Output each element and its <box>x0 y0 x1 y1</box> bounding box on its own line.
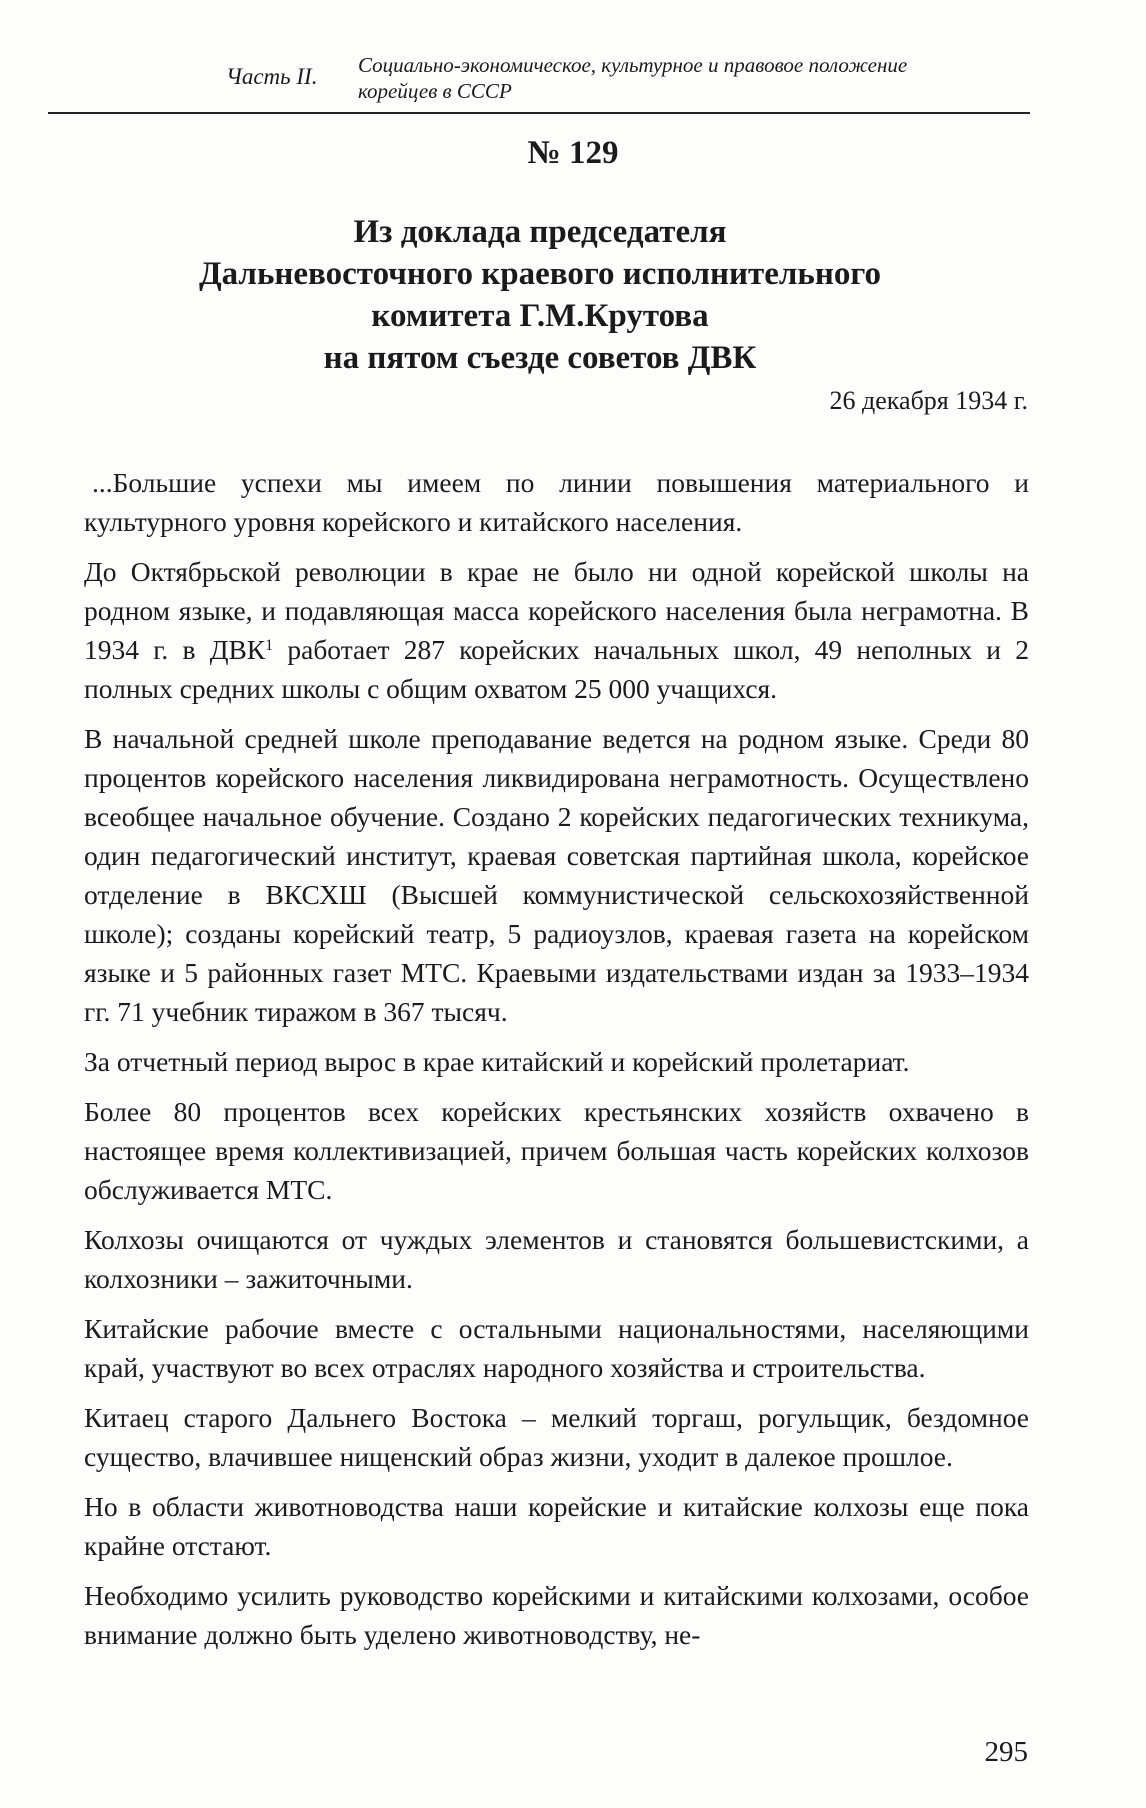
document-title-line: Дальневосточного краевого исполнительного <box>198 256 882 292</box>
paragraph: ...Большие успехи мы имеем по линии повышения материального и культурного уровня корейского и китайского населения. <box>84 467 1029 537</box>
running-head-title <box>358 52 1078 104</box>
paragraph: За отчетный период вырос в крае китайский и корейский пролетариат. <box>84 1046 910 1077</box>
document-title-line: на пятом съезде советов ДВК <box>323 340 757 376</box>
paragraph: В начальной средней школе преподавание ведется на родном языке. Среди 80 процентов корейского населения ликвидирована неграмотность. Осуществлено всеобщее начальное обучение. Создано 2 корейских педагогических техникума, один педагогический институт, краевая советская партийная школа, корейское отделение в ВКСХШ (Высшей коммунистической сельскохозяйственной школе); созданы корейский театр, 5 радиоузлов, краевая газета на корейском языке и 5 районных газет МТС. Краевыми издательствами издан за 1933–1934 гг. 71 учебник тиражом в 367 тысяч. <box>84 723 1029 1027</box>
paragraph-text: работает 287 корейских начальных школ, 49 неполных и 2 полных средних школы с общим охватом 25 000 учащихся. <box>84 634 1029 704</box>
paragraph: Но в области животноводства наши корейские и китайские колхозы еще пока крайне отстают. <box>84 1491 1029 1561</box>
document-title <box>120 211 960 379</box>
document-body <box>84 463 1029 1665</box>
paragraph-text: До Октябрьской революции в крае не было ни одной корейской школы на родном языке, и подавляющая масса корейского населения была неграмотна. В 1934 г. в ДВК <box>84 556 1029 665</box>
document-title-line: Из доклада председателя <box>353 214 727 250</box>
paragraph <box>84 552 1029 708</box>
header-divider <box>48 112 1030 114</box>
page-number: 295 <box>984 1736 1028 1768</box>
document-number: № 129 <box>527 135 619 171</box>
paragraph: Необходимо усилить руководство корейскими и китайскими колхозами, особое внимание должно быть уделено животноводству, не- <box>84 1580 1029 1650</box>
footnote-marker: 1 <box>265 637 274 654</box>
running-head-title-line2: корейцев в СССР <box>358 79 512 103</box>
document-title-line: комитета Г.М.Крутова <box>371 298 709 334</box>
paragraph: Китайские рабочие вместе с остальными национальностями, населяющими край, участвуют во всех отраслях народного хозяйства и строительства. <box>84 1313 1029 1383</box>
running-head-part: Часть II. <box>226 64 318 89</box>
paragraph: Китаец старого Дальнего Востока – мелкий торгаш, рогульщик, бездомное существо, влачившее нищенский образ жизни, уходит в далекое прошлое. <box>84 1402 1029 1472</box>
document-date: 26 декабря 1934 г. <box>829 386 1028 415</box>
paragraph: Колхозы очищаются от чуждых элементов и становятся большевистскими, а колхозники – зажиточными. <box>84 1224 1029 1294</box>
running-head-title-line1: Социально-экономическое, культурное и правовое положение <box>358 53 908 77</box>
running-head <box>48 50 1028 114</box>
paragraph: Более 80 процентов всех корейских крестьянских хозяйств охвачено в настоящее время коллективизацией, причем большая часть корейских колхозов обслуживается МТС. <box>84 1096 1029 1205</box>
